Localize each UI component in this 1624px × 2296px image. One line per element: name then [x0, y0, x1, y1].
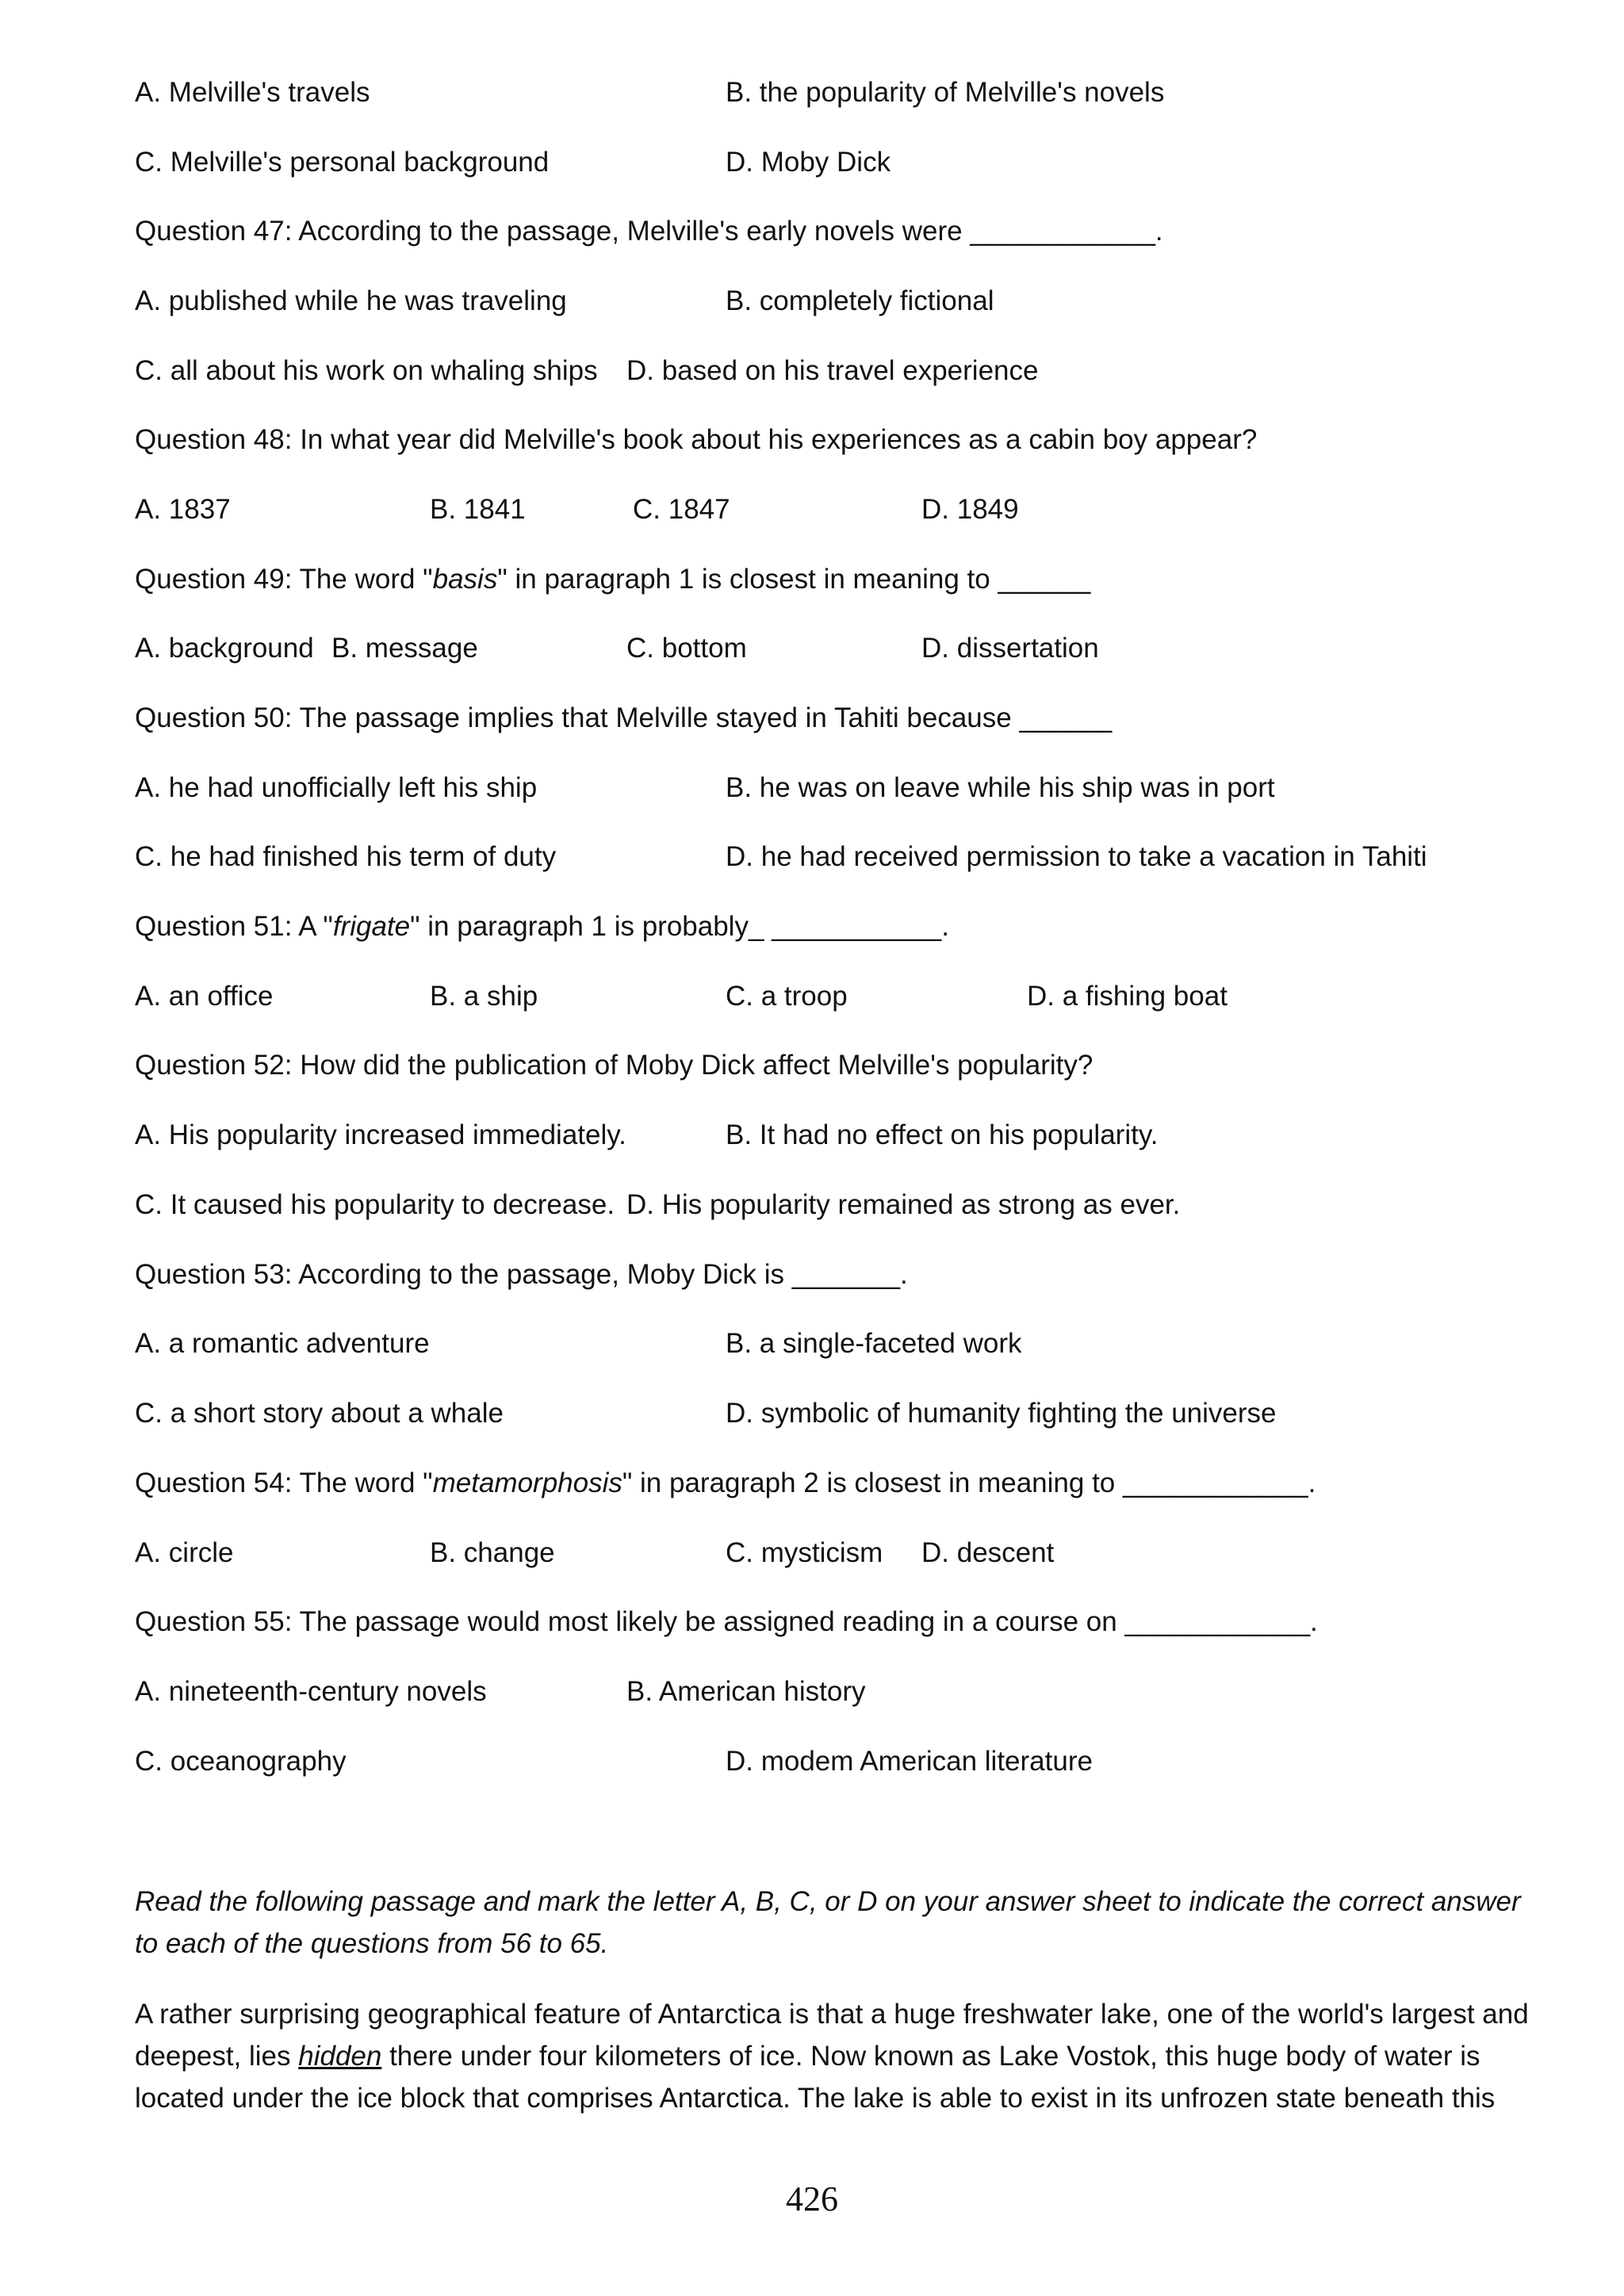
q52-option-a: A. His popularity increased immediately. — [135, 1119, 626, 1150]
q48-option-c: C. 1847 — [633, 494, 730, 525]
q54-option-d: D. descent — [921, 1537, 1055, 1568]
q53-stem: Question 53: According to the passage, Moby Dick is _______. — [135, 1259, 908, 1290]
q47-option-c: C. all about his work on whaling ships — [135, 355, 598, 386]
page-number: 426 — [786, 2179, 838, 2218]
q52-option-d: D. His popularity remained as strong as ever. — [626, 1189, 1181, 1220]
q46-option-a: A. Melville's travels — [135, 77, 370, 108]
q51-stem — [135, 909, 949, 944]
q49-stem — [135, 562, 1090, 597]
q52-option-c: C. It caused his popularity to decrease. — [135, 1189, 615, 1220]
q55-option-d: D. modem American literature — [726, 1746, 1093, 1777]
q55-stem: Question 55: The passage would most likely be assigned reading in a course on ____________. — [135, 1606, 1318, 1637]
q49-option-d: D. dissertation — [921, 633, 1099, 664]
q48-option-d: D. 1849 — [921, 494, 1019, 525]
q53-option-b: B. a single-faceted work — [726, 1328, 1022, 1359]
passage-paragraph — [135, 1993, 1538, 2119]
q54-option-c: C. mysticism — [726, 1537, 883, 1568]
q55-option-c: C. oceanography — [135, 1746, 347, 1777]
q51-stem-text: Question 51: A " — [135, 911, 333, 942]
q54-stem-keyword: metamorphosis — [432, 1468, 622, 1498]
q50-option-c: C. he had finished his term of duty — [135, 841, 557, 872]
q49-stem-text: Question 49: The word " — [135, 564, 433, 595]
q54-option-b: B. change — [430, 1537, 555, 1568]
q52-stem: Question 52: How did the publication of Moby Dick affect Melville's popularity? — [135, 1050, 1094, 1081]
q48-stem: Question 48: In what year did Melville's book about his experiences as a cabin boy appear? — [135, 424, 1258, 455]
q52-option-b: B. It had no effect on his popularity. — [726, 1119, 1159, 1150]
q50-option-d: D. he had received permission to take a vacation in Tahiti — [726, 841, 1427, 872]
q47-option-d: D. based on his travel experience — [626, 355, 1039, 386]
q50-option-a: A. he had unofficially left his ship — [135, 772, 538, 803]
q53-option-c: C. a short story about a whale — [135, 1398, 504, 1429]
q47-stem: Question 47: According to the passage, Melville's early novels were ____________. — [135, 216, 1163, 247]
q49-option-c: C. bottom — [626, 633, 747, 664]
q55-option-a: A. nineteenth-century novels — [135, 1676, 487, 1707]
q54-stem-text-end: " in paragraph 2 is closest in meaning to ____________. — [622, 1468, 1316, 1498]
q46-option-c: C. Melville's personal background — [135, 147, 550, 178]
q50-stem: Question 50: The passage implies that Melville stayed in Tahiti because ______ — [135, 702, 1113, 733]
q49-option-a: A. background — [135, 633, 314, 664]
q50-option-b: B. he was on leave while his ship was in port — [726, 772, 1275, 803]
passage-emphasized-word: hidden — [298, 2041, 382, 2072]
q49-stem-keyword: basis — [432, 564, 498, 595]
q47-option-a: A. published while he was traveling — [135, 285, 567, 316]
q53-option-d: D. symbolic of humanity fighting the universe — [726, 1398, 1277, 1429]
q51-option-c: C. a troop — [726, 981, 848, 1012]
passage-instruction: Read the following passage and mark the letter A, B, C, or D on your answer sheet to indicate the correct answer to each of the questions from 56 to 65. — [135, 1886, 1521, 1959]
q51-stem-text-end: " in paragraph 1 is probably_ ___________. — [410, 911, 949, 942]
q46-option-b: B. the popularity of Melville's novels — [726, 77, 1165, 108]
q55-option-b: B. American history — [626, 1676, 866, 1707]
q51-option-b: B. a ship — [430, 981, 538, 1012]
q54-stem-text: Question 54: The word " — [135, 1468, 433, 1498]
q53-option-a: A. a romantic adventure — [135, 1328, 430, 1359]
q51-option-d: D. a fishing boat — [1027, 981, 1228, 1012]
q54-stem — [135, 1466, 1316, 1501]
q54-option-a: A. circle — [135, 1537, 234, 1568]
q51-option-a: A. an office — [135, 981, 274, 1012]
q48-option-b: B. 1841 — [430, 494, 526, 525]
q51-stem-keyword: frigate — [332, 911, 411, 942]
q47-option-b: B. completely fictional — [726, 285, 994, 316]
q46-option-d: D. Moby Dick — [726, 147, 891, 178]
q49-stem-text-end: " in paragraph 1 is closest in meaning to ______ — [497, 564, 1091, 595]
q48-option-a: A. 1837 — [135, 494, 231, 525]
passage-text-continued: there under four kilometers of ice. Now known as Lake Vostok, this huge body of water is located under the ice block that comprises Antarctica. The lake is able to exist in its unfrozen state beneath this — [135, 2041, 1496, 2114]
q49-option-b: B. message — [331, 633, 478, 664]
passage-text: A rather surprising geographical feature of Antarctica is that a huge freshwater lake, one of the world's largest and deepest, lies — [135, 1999, 1529, 2072]
